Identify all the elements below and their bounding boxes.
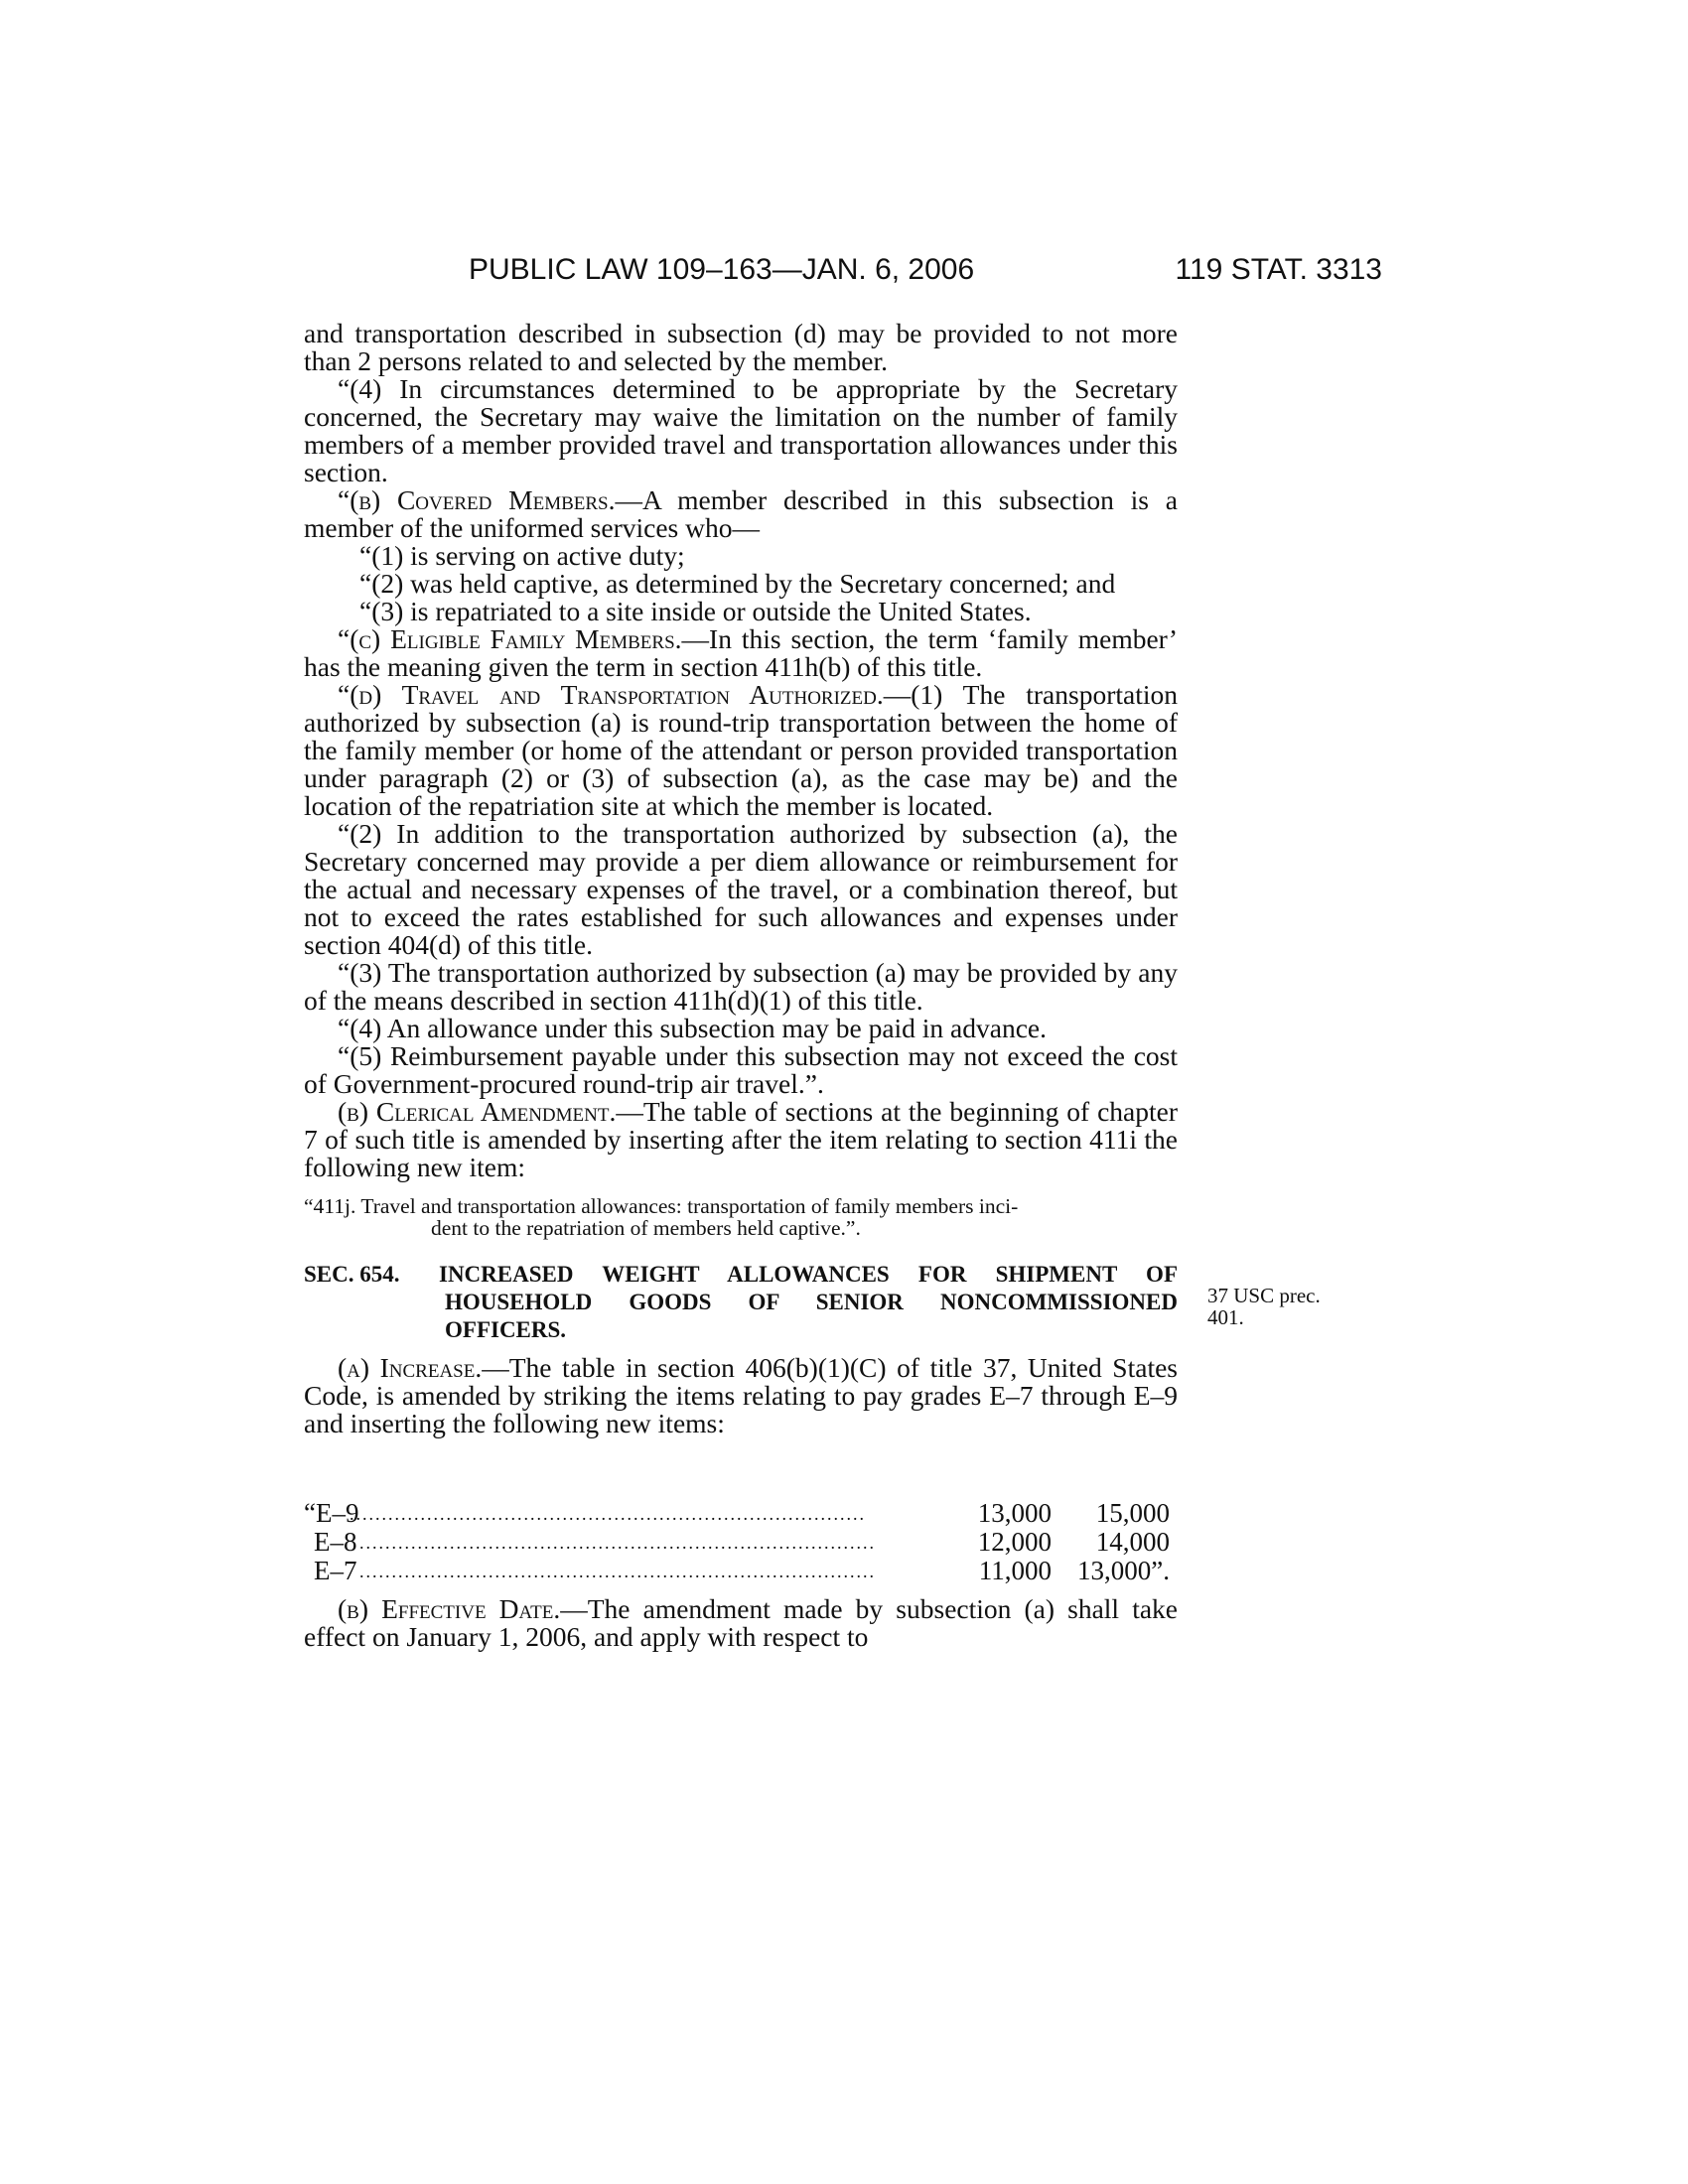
effective-date-text: —The amendment made by subsection (a) shall take effect on January 1, 2006, and apply with respect to: [304, 1593, 1178, 1652]
weight-allowance-table: [304, 1499, 1178, 1585]
pay-grade-cell: [304, 1528, 876, 1557]
effective-date-heading: (b) Effective Date.: [338, 1593, 561, 1624]
leader-dots: ................................................................................: [350, 1504, 866, 1524]
subsection-d: [304, 681, 1178, 820]
table-row: [304, 1528, 1178, 1557]
pay-grade: “E–9: [304, 1499, 359, 1528]
pay-grade-cell: [304, 1557, 876, 1585]
section-number: SEC. 654.: [304, 1262, 400, 1287]
subsection-d-3: “(3) The transportation authorized by subsection (a) may be provided by any of the means described in section 411h(d)(1) of this title.: [304, 957, 1178, 1016]
increase-text: —The table in section 406(b)(1)(C) of title 37, United States Code, is amended by striking the items relating to pay grades E–7 through E–9 and inserting the following new items:: [304, 1352, 1178, 1438]
clerical-amendment: [304, 1098, 1178, 1181]
leader-dots: ................................................................................: [359, 1533, 876, 1553]
page-header: [469, 250, 1382, 290]
pay-grade-cell: [304, 1499, 876, 1528]
subsection-b-item-1: “(1) is serving on active duty;: [359, 540, 685, 571]
subsection-d-text: —(1) The transportation authorized by subsection (a) is round-trip transportation between the home of the family member (or home of the attendant or person provided transportation under paragraph (2) or (3) of subsection (a), as the case may be) and the location of the repatriation site at which the member is located.: [304, 679, 1178, 821]
paragraph-continuation: and transportation described in subsection (d) may be provided to not more than 2 persons related to and selected by the member.: [304, 318, 1178, 376]
subsection-b-item-3: “(3) is repatriated to a site inside or outside the United States.: [359, 596, 1032, 626]
subsection-b-text: —A member described in this subsection is a member of the uniformed services who—: [304, 484, 1178, 543]
pay-grade: E–8: [314, 1528, 357, 1557]
subsection-a-increase: [304, 1354, 1178, 1437]
subsection-b-effective-date: [304, 1595, 1178, 1651]
page-body: [304, 320, 1178, 1651]
increase-heading: (a) Increase.: [338, 1352, 483, 1383]
subsection-d-5: “(5) Reimbursement payable under this subsection may not exceed the cost of Government-procured round-trip air travel.”.: [304, 1040, 1178, 1099]
weight-value-2: 13,000”.: [1077, 1556, 1170, 1585]
subsection-d-4: “(4) An allowance under this subsection may be paid in advance.: [338, 1013, 1048, 1043]
subsection-d-heading: “(d) Travel and Transportation Authorized.: [338, 679, 884, 710]
clerical-amendment-text: —The table of sections at the beginning of chapter 7 of such title is amended by inserting after the item relating to section 411i the following new item:: [304, 1096, 1179, 1182]
item-line-2: dent to the repatriation of members held captive.”.: [431, 1216, 861, 1240]
leader-dots: ................................................................................: [359, 1562, 876, 1581]
weight-value-2: 15,000: [1095, 1498, 1170, 1528]
section-heading: [304, 1261, 1178, 1344]
running-head-title: PUBLIC LAW 109–163—JAN. 6, 2006: [469, 253, 975, 286]
pay-grade: E–7: [314, 1557, 357, 1585]
weight-value-2: 14,000: [1095, 1527, 1170, 1557]
paragraph-a4: “(4) In circumstances determined to be appropriate by the Secretary concerned, the Secretary may waive the limitation on the number of family members of a member provided travel and transportation allowances under this section.: [304, 373, 1178, 487]
weight-value-1: 11,000: [978, 1556, 1053, 1585]
subsection-d-2: “(2) In addition to the transportation authorized by subsection (a), the Secretary concerned may provide a per diem allowance or reimbursement for the actual and necessary expenses of the travel, or a combination thereof, but not to exceed the rates established for such allowances and expenses under section 404(d) of this title.: [304, 818, 1178, 960]
subsection-b: [304, 486, 1178, 542]
margin-citation: 37 USC prec. 401.: [1207, 1284, 1321, 1329]
subsection-c: [304, 625, 1178, 681]
weight-value-1: 13,000: [977, 1498, 1053, 1528]
item-line-1: “411j. Travel and transportation allowances: transportation of family members inci-: [304, 1194, 1019, 1218]
table-row: [304, 1557, 1178, 1585]
subsection-c-text: —In this section, the term ‘family member’ has the meaning given the term in section 411h(b) of this title.: [304, 623, 1179, 682]
clerical-amendment-heading: (b) Clerical Amendment.: [338, 1096, 617, 1127]
subsection-b-heading: “(b) Covered Members.: [338, 484, 616, 515]
table-row: [304, 1499, 1178, 1528]
statute-page-number: 119 STAT. 3313: [1175, 253, 1382, 286]
section-title: INCREASED WEIGHT ALLOWANCES FOR SHIPMENT OF HOUSEHOLD GOODS OF SENIOR NONCOMMISSIONED OFFICERS.: [439, 1262, 1178, 1342]
subsection-b-item-2: “(2) was held captive, as determined by the Secretary concerned; and: [359, 568, 1116, 599]
table-of-sections-item: [304, 1195, 1178, 1239]
weight-value-1: 12,000: [977, 1527, 1053, 1557]
subsection-c-heading: “(c) Eligible Family Members.: [338, 623, 682, 654]
